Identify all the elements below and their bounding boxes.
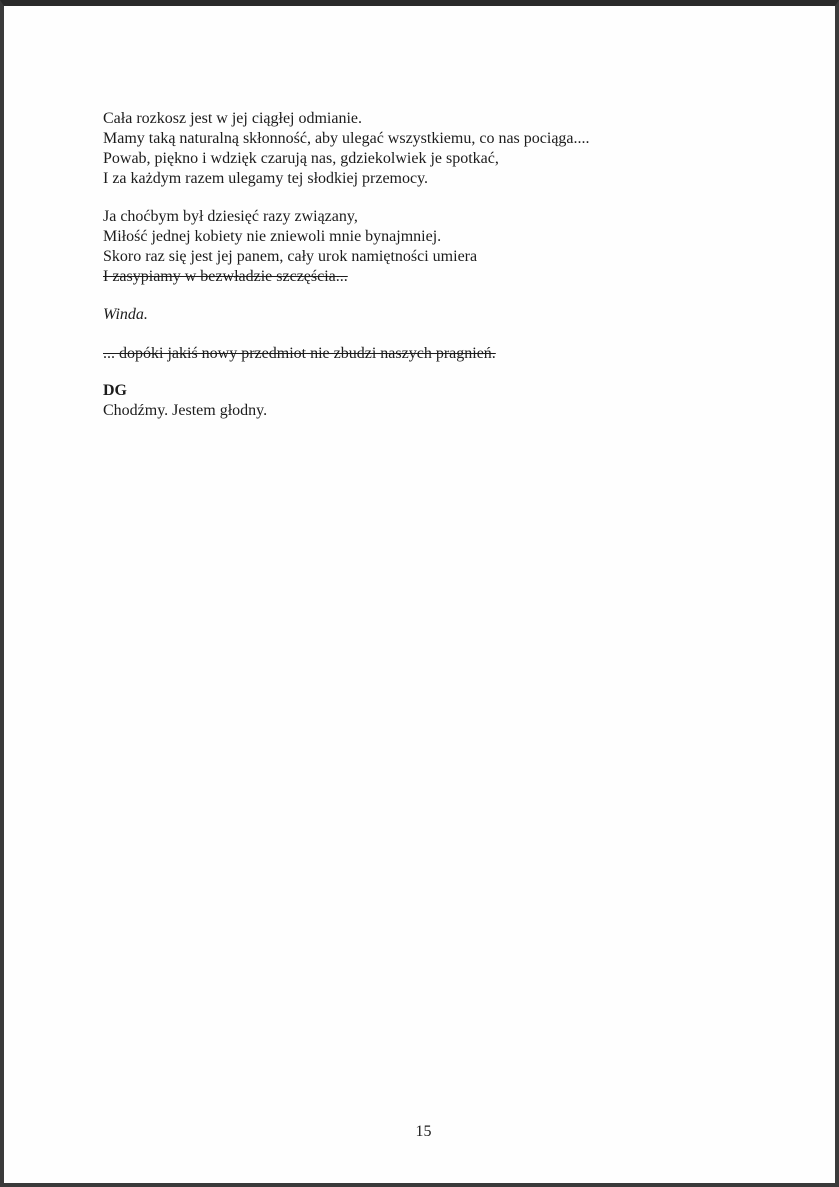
stage-direction: Winda. <box>103 306 148 323</box>
verse-line: I za każdym razem ulegamy tej słodkiej przemocy. <box>103 170 429 187</box>
script-text <box>103 109 743 421</box>
verse-stanza-1 <box>103 109 743 189</box>
struck-verse-line: I zasypiamy w bezwładzie szczęścia... <box>103 268 348 285</box>
verse-line: Skoro raz się jest jej panem, cały urok namiętności umiera <box>103 248 478 265</box>
verse-stanza-2 <box>103 207 743 287</box>
speaker-name: DG <box>103 382 127 399</box>
verse-line: Cała rozkosz jest w jej ciągłej odmianie. <box>103 110 363 127</box>
struck-paragraph: ... dopóki jakiś nowy przedmiot nie zbudzi naszych pragnień. <box>103 345 496 362</box>
verse-line: Miłość jednej kobiety nie zniewoli mnie bynajmniej. <box>103 228 442 245</box>
speech-line: Chodźmy. Jestem głodny. <box>103 402 268 419</box>
verse-line: Powab, piękno i wdzięk czarują nas, gdziekolwiek je spotkać, <box>103 150 499 167</box>
page-number: 15 <box>415 1123 432 1140</box>
verse-line: Mamy taką naturalną skłonność, aby ulegać wszystkiemu, co nas pociąga.... <box>103 130 590 147</box>
verse-line: Ja choćbym był dziesięć razy związany, <box>103 208 358 225</box>
